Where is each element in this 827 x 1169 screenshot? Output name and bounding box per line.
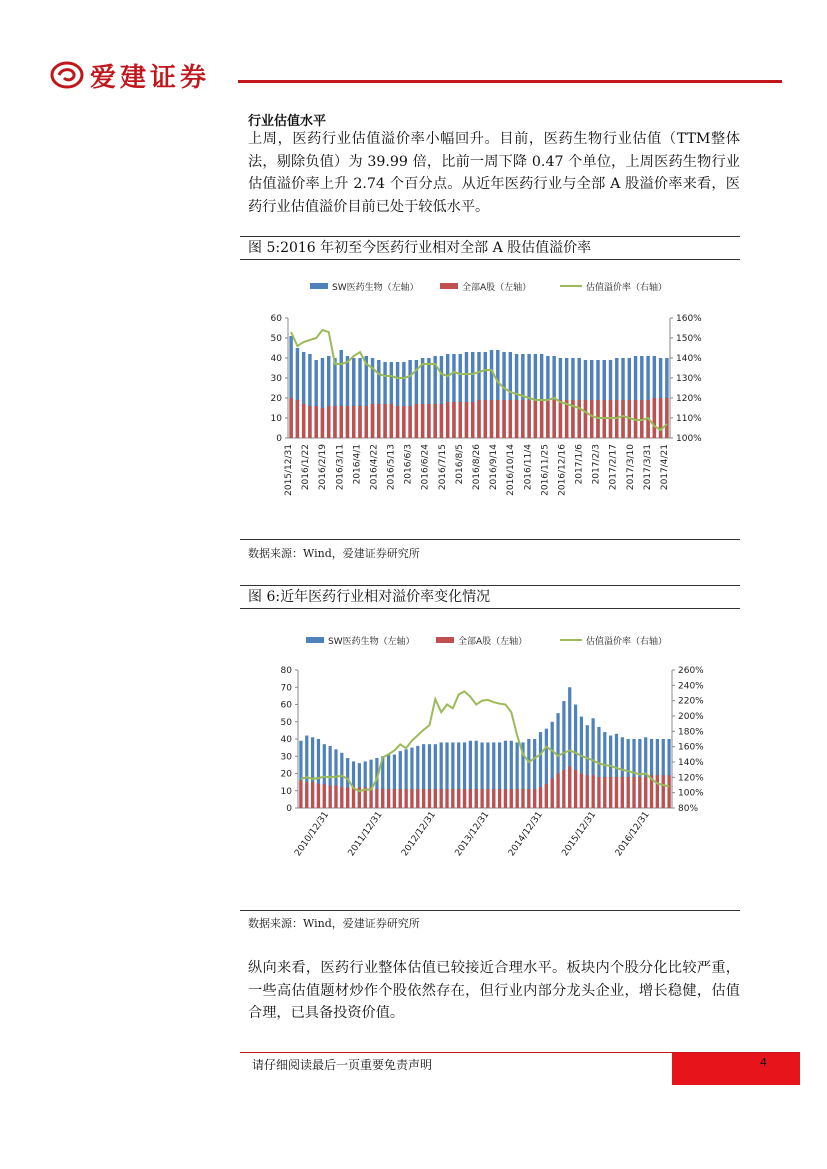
bar-all	[515, 400, 518, 438]
legend-label-0: SW医药生物（左轴）	[332, 283, 419, 293]
legend-label-1: 全部A股（左轴）	[458, 637, 528, 647]
legend-label-0: SW医药生物（左轴）	[328, 637, 415, 647]
x-tick-label: 2016/8/5	[454, 444, 465, 485]
bar-all	[463, 789, 466, 808]
bar-all	[321, 408, 324, 438]
bar-all	[568, 767, 571, 808]
bar-all	[296, 400, 299, 438]
left-tick-label: 0	[286, 804, 292, 814]
bar-all	[346, 787, 349, 808]
bar-all	[504, 789, 507, 808]
bar-all	[586, 775, 589, 808]
bar-all	[387, 789, 390, 808]
bar-all	[311, 782, 314, 808]
bar-all	[399, 789, 402, 808]
right-tick-label: 150%	[676, 334, 702, 344]
bar-all	[644, 777, 647, 808]
x-tick-label: 2013/12/31	[453, 809, 492, 859]
bar-all	[577, 400, 580, 438]
bar-all	[334, 786, 337, 808]
right-tick-label: 80%	[678, 804, 699, 814]
bar-all	[480, 789, 483, 808]
bar-all	[597, 777, 600, 808]
bar-all	[574, 770, 577, 808]
x-tick-label: 2016/6/24	[420, 444, 431, 491]
bar-all	[584, 400, 587, 438]
x-tick-label: 2016/4/1	[352, 444, 363, 485]
bar-all	[509, 400, 512, 438]
bar-all	[415, 404, 418, 438]
bar-all	[317, 784, 320, 808]
legend-swatch-0	[306, 637, 324, 643]
bar-all	[457, 789, 460, 808]
legend-label-2: 估值溢价率（右轴）	[586, 283, 668, 293]
bar-all	[540, 400, 543, 438]
bar-all	[615, 777, 618, 808]
left-tick-label: 10	[280, 786, 292, 797]
bar-all	[433, 404, 436, 438]
bar-all	[446, 402, 449, 438]
x-tick-label: 2016/5/13	[386, 444, 397, 491]
bar-all	[451, 789, 454, 808]
left-tick-label: 50	[280, 717, 292, 728]
right-tick-label: 140%	[676, 354, 702, 364]
bar-all	[609, 777, 612, 808]
brand-name: 爱建证券	[90, 62, 211, 93]
x-tick-label: 2017/2/3	[591, 444, 602, 485]
x-tick-label: 2016/9/14	[489, 444, 500, 491]
header-logo	[50, 58, 210, 92]
bar-all	[527, 400, 530, 438]
x-tick-label: 2016/7/15	[437, 444, 448, 491]
left-tick-label: 10	[270, 414, 282, 424]
bar-all	[421, 404, 424, 438]
bar-all	[496, 400, 499, 438]
bar-all	[659, 398, 662, 438]
x-tick-label: 2014/12/31	[506, 809, 545, 859]
bar-all	[440, 404, 443, 438]
x-tick-label: 2016/1/22	[301, 444, 312, 491]
bar-all	[428, 789, 431, 808]
bar-all	[458, 402, 461, 438]
left-tick-label: 40	[270, 354, 282, 364]
bar-all	[352, 406, 355, 438]
bar-all	[393, 789, 396, 808]
left-tick-label: 0	[276, 434, 282, 444]
bar-all	[390, 404, 393, 438]
bar-all	[667, 775, 670, 808]
right-tick-label: 110%	[676, 414, 702, 424]
section-title: 行业估值水平	[248, 114, 327, 129]
bar-all	[323, 784, 326, 808]
bar-all	[408, 406, 411, 438]
left-tick-label: 30	[280, 752, 292, 763]
bar-all	[346, 406, 349, 438]
footer-disclaimer: 请仔细阅读最后一页重要免责声明	[252, 1058, 433, 1072]
x-tick-label: 2017/2/17	[608, 444, 619, 491]
bar-all	[375, 789, 378, 808]
x-tick-label: 2017/3/31	[642, 444, 653, 491]
x-tick-label: 2015/12/31	[560, 809, 599, 859]
bar-all	[333, 406, 336, 438]
left-tick-label: 80	[280, 666, 292, 676]
bar-all	[299, 780, 302, 808]
bar-all	[452, 402, 455, 438]
bar-all	[638, 777, 641, 808]
left-tick-label: 70	[280, 683, 292, 694]
legend-swatch-0	[310, 283, 328, 289]
x-tick-label: 2016/8/26	[472, 444, 482, 491]
figure-5-chart	[240, 266, 720, 526]
bar-all	[521, 789, 524, 808]
bar-all	[381, 789, 384, 808]
right-tick-label: 160%	[678, 742, 704, 753]
bar-all	[498, 789, 501, 808]
right-tick-label: 200%	[678, 712, 704, 722]
bar-all	[396, 406, 399, 438]
bar-all	[546, 400, 549, 438]
bar-all	[490, 400, 493, 438]
bar-all	[329, 786, 332, 808]
figure-6-rule	[240, 910, 740, 911]
right-tick-label: 240%	[678, 681, 704, 692]
right-tick-label: 120%	[678, 773, 704, 784]
right-tick-label: 260%	[678, 666, 704, 676]
x-tick-label: 2017/3/10	[625, 444, 636, 491]
bar-all	[314, 406, 317, 438]
bar-all	[365, 406, 368, 438]
x-tick-label: 2012/12/31	[400, 809, 439, 859]
bar-all	[340, 406, 343, 438]
legend-swatch-1	[440, 283, 458, 289]
bar-all	[621, 777, 624, 808]
bar-all	[410, 789, 413, 808]
x-tick-label: 2016/11/4	[523, 444, 534, 491]
figure-6-title: 图 6:近年医药行业相对溢价率变化情况	[240, 585, 740, 609]
bar-all	[565, 400, 568, 438]
bar-all	[422, 789, 425, 808]
left-tick-label: 60	[280, 700, 292, 711]
left-tick-label: 20	[270, 394, 282, 404]
bar-all	[492, 789, 495, 808]
bar-all	[665, 398, 668, 438]
bar-all	[289, 398, 292, 438]
bar-all	[469, 789, 472, 808]
figure-5-title: 图 5:2016 年初至今医药行业相对全部 A 股估值溢价率	[240, 236, 740, 260]
bar-all	[562, 770, 565, 808]
right-tick-label: 180%	[678, 727, 704, 738]
legend-swatch-1	[436, 637, 454, 643]
x-tick-label: 2016/10/14	[506, 444, 517, 496]
right-tick-label: 130%	[676, 374, 702, 384]
x-tick-label: 2016/4/22	[369, 444, 380, 491]
bar-all	[559, 400, 562, 438]
bar-all	[662, 775, 665, 808]
bar-all	[308, 406, 311, 438]
right-tick-label: 100%	[676, 434, 702, 444]
bar-all	[471, 402, 474, 438]
left-tick-label: 40	[280, 735, 292, 745]
x-tick-label: 2016/6/3	[403, 444, 414, 485]
right-tick-label: 140%	[678, 758, 704, 768]
bar-all	[534, 400, 537, 438]
bar-all	[627, 777, 630, 808]
bar-all	[484, 400, 487, 438]
right-tick-label: 120%	[676, 394, 702, 404]
right-tick-label: 100%	[678, 788, 704, 799]
figure-5-source: 数据来源：Wind，爱建证券研究所	[248, 547, 420, 560]
bar-all	[305, 782, 308, 808]
page-number: 4	[760, 1056, 767, 1069]
x-tick-label: 2017/4/21	[660, 444, 670, 491]
bar-all	[516, 789, 519, 808]
bar-all	[477, 400, 480, 438]
bar-all	[590, 400, 593, 438]
header-rule	[238, 80, 782, 83]
footer-red-box	[672, 1053, 800, 1085]
legend-label-2: 估值溢价率（右轴）	[586, 637, 668, 647]
bar-all	[445, 789, 448, 808]
left-tick-label: 20	[280, 769, 292, 780]
bar-all	[434, 789, 437, 808]
bar-all	[383, 404, 386, 438]
x-tick-label: 2017/1/6	[574, 444, 585, 485]
premium-line	[301, 692, 669, 792]
bar-all	[502, 400, 505, 438]
bar-all	[592, 775, 595, 808]
figure-5-rule	[240, 539, 740, 540]
x-tick-label: 2016/11/25	[540, 444, 551, 496]
bar-all	[427, 404, 430, 438]
bar-all	[302, 404, 305, 438]
x-tick-label: 2016/12/16	[557, 444, 568, 496]
bar-all	[527, 789, 530, 808]
bar-all	[551, 779, 554, 808]
bar-all	[580, 774, 583, 809]
x-tick-label: 2016/2/19	[318, 444, 329, 491]
bar-all	[475, 789, 478, 808]
right-tick-label: 160%	[676, 314, 702, 324]
bar-all	[352, 787, 355, 808]
bar-all	[371, 404, 374, 438]
left-tick-label: 60	[270, 314, 282, 324]
x-tick-label: 2010/12/31	[293, 809, 332, 859]
bar-all	[416, 789, 419, 808]
x-tick-label: 2016/12/31	[613, 809, 652, 859]
bar-all	[539, 787, 542, 808]
bar-all	[358, 406, 361, 438]
bar-all	[465, 402, 468, 438]
bar-all	[486, 789, 489, 808]
bar-all	[603, 777, 606, 808]
bar-all	[327, 406, 330, 438]
bar-all	[402, 406, 405, 438]
bar-all	[656, 775, 659, 808]
intro-paragraph: 上周，医药行业估值溢价率小幅回升。目前，医药生物行业估值（TTM整体法，剔除负值）为 39.99 倍，比前一周下降 0.47 个单位，上周医药生物行业估值溢价率上升 2.74 个百分点。从近年医药行业与全部 A 股溢价率来看，医药行业估值溢价目前已处于较低水平。	[248, 131, 740, 215]
right-tick-label: 220%	[678, 696, 704, 707]
bar-all	[621, 400, 624, 438]
bar-all	[653, 398, 656, 438]
bar-all	[405, 789, 408, 808]
conclusion-paragraph: 纵向来看，医药行业整体估值已较接近合理水平。板块内个股分化比较严重，一些高估值题材炒作个股依然存在，但行业内部分龙头企业，增长稳健，估值合理，已具备投资价值。	[248, 960, 740, 1021]
bar-all	[552, 400, 555, 438]
bar-all	[377, 404, 380, 438]
bar-all	[340, 787, 343, 808]
x-tick-label: 2016/3/11	[335, 444, 346, 491]
bar-all	[440, 789, 443, 808]
bar-all	[510, 789, 513, 808]
left-tick-label: 50	[270, 334, 282, 344]
x-tick-label: 2011/12/31	[346, 809, 385, 859]
legend-label-1: 全部A股（左轴）	[462, 283, 532, 293]
x-tick-label: 2015/12/31	[284, 444, 294, 496]
bar-all	[556, 774, 559, 809]
figure-6-chart	[240, 620, 720, 890]
bar-all	[545, 784, 548, 808]
bar-all	[632, 777, 635, 808]
bar-all	[521, 400, 524, 438]
brand-logo-icon	[50, 60, 84, 90]
left-tick-label: 30	[270, 374, 282, 384]
figure-6-source: 数据来源：Wind，爱建证券研究所	[248, 917, 420, 930]
bar-all	[533, 789, 536, 808]
